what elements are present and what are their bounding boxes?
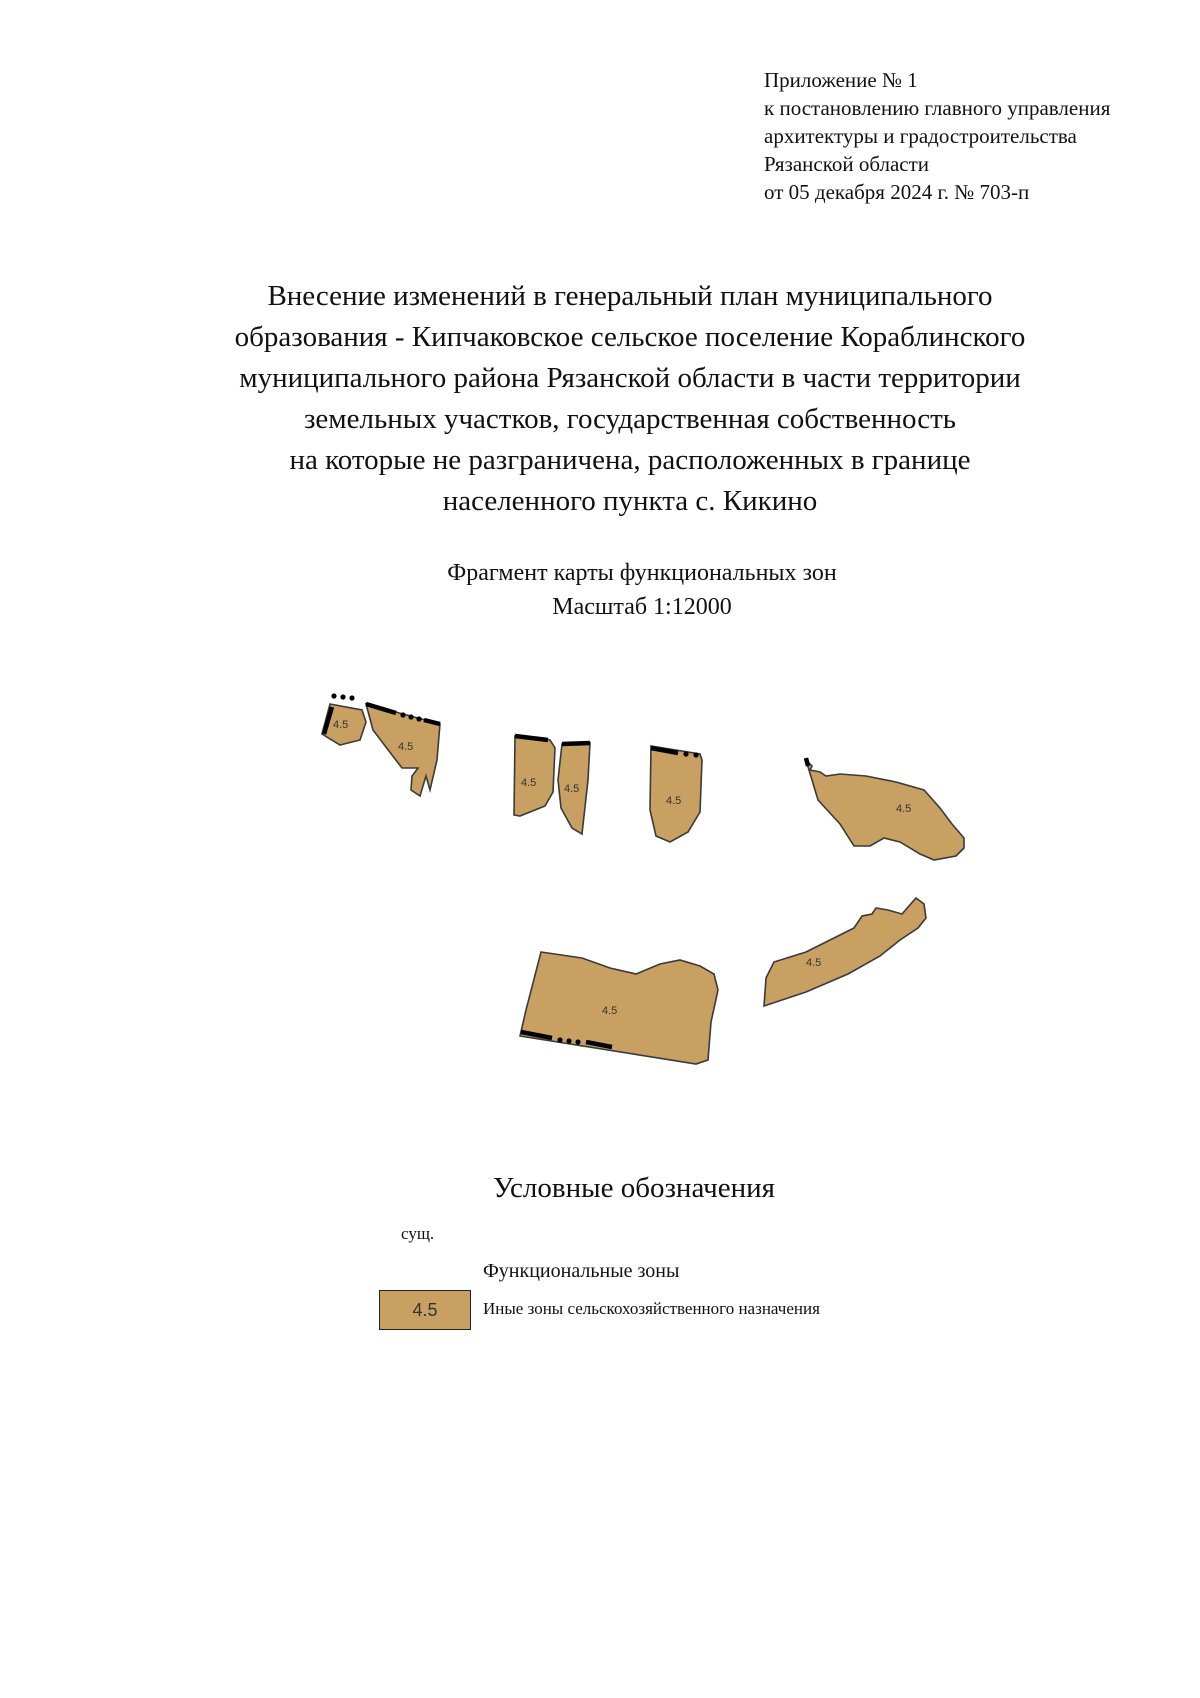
legend-swatch (379, 1290, 471, 1330)
title-line: муниципального района Рязанской области в части территории (239, 362, 1021, 394)
zone-parcel-5 (650, 746, 702, 842)
zone-label: 4.5 (333, 719, 349, 731)
appendix-line: Приложение № 1 (764, 68, 918, 92)
zone-label: 4.5 (666, 795, 682, 807)
zone-label: 4.5 (602, 1005, 618, 1017)
legend-title: Условные обозначения (493, 1172, 775, 1204)
zone-parcel-4 (558, 743, 590, 834)
zone-parcel-6 (806, 758, 964, 860)
legend-section-title: Функциональные зоны (483, 1260, 680, 1282)
zone-label: 4.5 (521, 777, 537, 789)
zone-label: 4.5 (398, 741, 414, 753)
map-scale: Масштаб 1:12000 (552, 594, 732, 620)
title-line: на которые не разграничена, расположенных в границе (289, 444, 971, 476)
map-caption: Фрагмент карты функциональных зон (447, 560, 837, 586)
zone-parcel-2 (366, 704, 440, 796)
zone-label: 4.5 (806, 957, 822, 969)
legend-item-description: Иные зоны сельскохозяйственного назначения (483, 1299, 820, 1318)
appendix-line: архитектуры и градостроительства (764, 124, 1077, 148)
zone-parcel-1 (322, 693, 366, 745)
title-line: Внесение изменений в генеральный план муниципального (267, 280, 993, 312)
zone-parcel-3 (514, 736, 555, 816)
title-line: образования - Кипчаковское сельское поселение Кораблинского (234, 321, 1026, 353)
zone-parcel-7 (764, 898, 926, 1006)
zone-parcel-8 (520, 952, 718, 1064)
zone-label: 4.5 (896, 803, 912, 815)
zone-label: 4.5 (564, 783, 580, 795)
title-line: населенного пункта с. Кикино (442, 485, 818, 517)
appendix-line: от 05 декабря 2024 г. № 703-п (764, 180, 1030, 204)
appendix-line: к постановлению главного управления (764, 96, 1111, 120)
appendix-line: Рязанской области (764, 152, 930, 176)
legend-existing-label: сущ. (401, 1224, 435, 1243)
title-line: земельных участков, государственная собственность (303, 403, 957, 435)
legend-swatch-code: 4.5 (412, 1299, 438, 1320)
